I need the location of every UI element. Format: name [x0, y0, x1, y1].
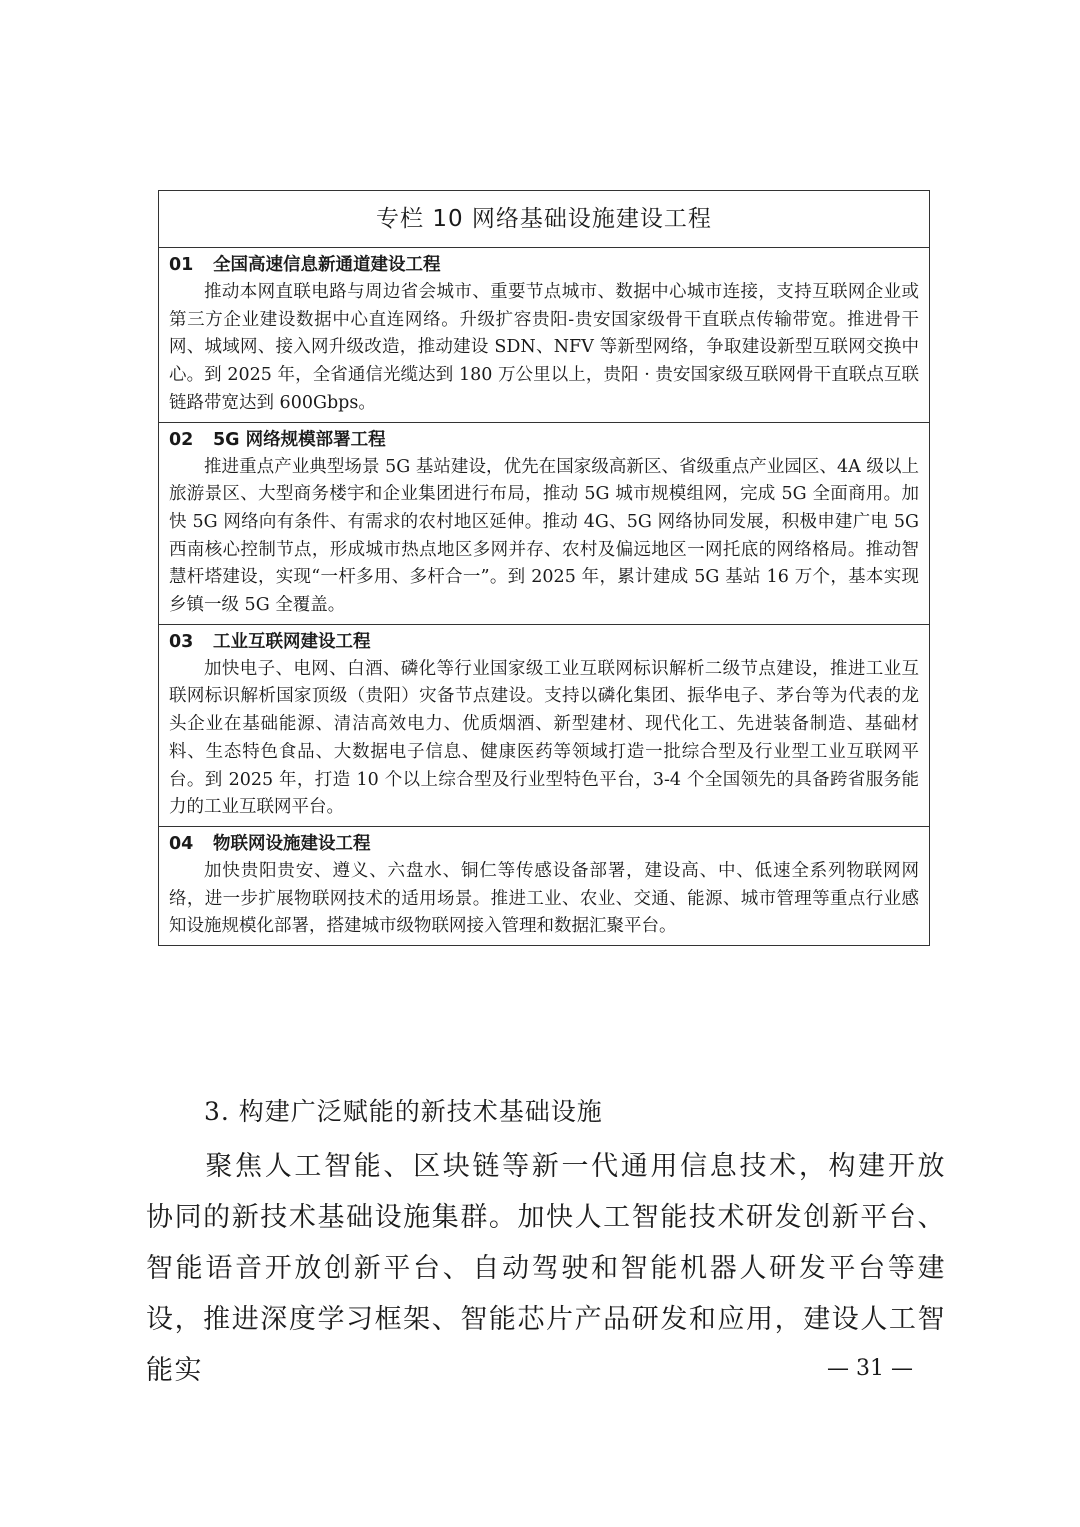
section-title: 全国高速信息新通道建设工程 — [213, 255, 441, 275]
section-number: 04 — [169, 833, 194, 854]
section-title: 5G 网络规模部署工程 — [213, 429, 386, 450]
section-04 — [159, 827, 929, 945]
section-title: 工业互联网建设工程 — [213, 631, 371, 652]
section-body: 加快贵阳贵安、遵义、六盘水、铜仁等传感设备部署，建设高、中、低速全系列物联网网络，进一步扩展物联网技术的适用场景。推进工业、农业、交通、能源、城市管理等重点行业感知设施规模化部署，搭建城市级物联网接入管理和数据汇聚平台。 — [169, 860, 919, 937]
section-heading — [169, 251, 919, 279]
section-heading — [169, 628, 919, 656]
section-number: 03 — [169, 631, 194, 652]
page-number: — 31 — — [827, 1356, 913, 1381]
section-02 — [159, 423, 929, 625]
column-box — [158, 190, 930, 946]
section-body: 推动本网直联电路与周边省会城市、重要节点城市、数据中心城市连接，支持互联网企业或第三方企业建设数据中心直连网络。升级扩容贵阳-贵安国家级骨干直联点传输带宽。推进骨干网、城域网、接入网升级改造，推动建设 SDN、NFV 等新型网络，争取建设新型互联网交换中心。到 2025 年，全省通信光缆达到 180 万公里以上，贵阳 · 贵安国家级互联网骨干直联点互联链路带宽达到 600Gbps。 — [169, 282, 919, 413]
section-body: 推进重点产业典型场景 5G 基站建设，优先在国家级高新区、省级重点产业园区、4A 级以上旅游景区、大型商务楼宇和企业集团进行布局，推动 5G 城市规模组网，完成 5G 全面商用。加快 5G 网络向有条件、有需求的农村地区延伸。推动 4G、5G 网络协同发展，积极申建广电 5G 西南核心控制节点，形成城市热点地区多网并存、农村及偏远地区一网托底的网络格局。推动智慧杆塔建设，实现“一杆多用、多杆合一”。到 2025 年，累计建成 5G 基站 16 万个，基本实现乡镇一级 5G 全覆盖。 — [169, 456, 919, 616]
column-title: 专栏 10 网络基础设施建设工程 — [159, 191, 929, 248]
section-03 — [159, 625, 929, 827]
section-01 — [159, 248, 929, 423]
subsection-heading: 3. 构建广泛赋能的新技术基础设施 — [204, 1097, 603, 1126]
body-paragraph: 聚焦人工智能、区块链等新一代通用信息技术，构建开放协同的新技术基础设施集群。加快人工智能技术研发创新平台、智能语音开放创新平台、自动驾驶和智能机器人研发平台等建设，推进深度学习框架、智能芯片产品研发和应用，建设人工智能实 — [146, 1151, 946, 1386]
section-heading — [169, 830, 919, 858]
section-title: 物联网设施建设工程 — [213, 833, 371, 854]
section-number: 02 — [169, 429, 194, 450]
section-number: 01 — [169, 255, 194, 275]
section-body: 加快电子、电网、白酒、磷化等行业国家级工业互联网标识解析二级节点建设，推进工业互联网标识解析国家顶级（贵阳）灾备节点建设。支持以磷化集团、振华电子、茅台等为代表的龙头企业在基础能源、清洁高效电力、优质烟酒、新型建材、现代化工、先进装备制造、基础材料、生态特色食品、大数据电子信息、健康医药等领域打造一批综合型及行业型工业互联网平台。到 2025 年，打造 10 个以上综合型及行业型特色平台，3-4 个全国领先的具备跨省服务能力的工业互联网平台。 — [169, 658, 919, 818]
section-heading — [169, 426, 919, 454]
